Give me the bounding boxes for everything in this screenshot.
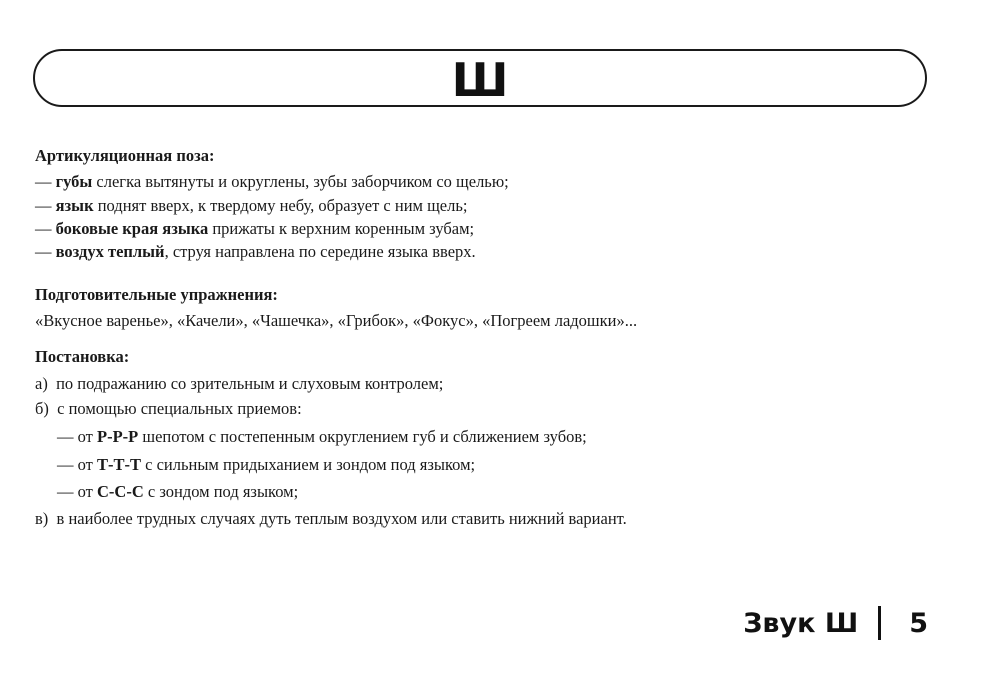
- setup-item-c: в) в наиболее трудных случаях дуть теплым воздухом или ставить нижний вариант.: [35, 509, 627, 528]
- setup-subitem: — от Р-Р-Р шепотом с постепенным округлением губ и сближением зубов;: [57, 427, 587, 446]
- setup-item-a: а) по подражанию со зрительным и слуховым контролем;: [35, 374, 444, 393]
- page-footer: [743, 606, 928, 640]
- articulation-item: — воздух теплый, струя направлена по середине языка вверх.: [35, 242, 476, 261]
- exercises-list: «Вкусное варенье», «Качели», «Чашечка», «Грибок», «Фокус», «Погреем ладошки»...: [35, 311, 638, 330]
- articulation-heading: Артикуляционная поза:: [35, 146, 215, 165]
- articulation-item: — язык поднят вверх, к твердому небу, образует с ним щель;: [35, 196, 468, 215]
- setup-heading: Постановка:: [35, 347, 130, 366]
- articulation-item: — боковые края языка прижаты к верхним коренным зубам;: [35, 219, 475, 238]
- title-box: [33, 49, 927, 107]
- footer-label: Звук Ш: [743, 607, 859, 639]
- page-number: 5: [909, 607, 928, 639]
- setup-item-b: б) с помощью специальных приемов:: [35, 399, 302, 418]
- articulation-item: — губы слегка вытянуты и округлены, зубы заборчиком со щелью;: [35, 172, 509, 191]
- setup-subitem: — от Т-Т-Т с сильным придыханием и зондом под языком;: [57, 455, 476, 474]
- exercises-heading: Подготовительные упражнения:: [35, 285, 278, 304]
- page-title: Ш: [451, 53, 509, 107]
- footer-divider: [878, 606, 881, 640]
- setup-subitem: — от С-С-С с зондом под языком;: [57, 482, 299, 501]
